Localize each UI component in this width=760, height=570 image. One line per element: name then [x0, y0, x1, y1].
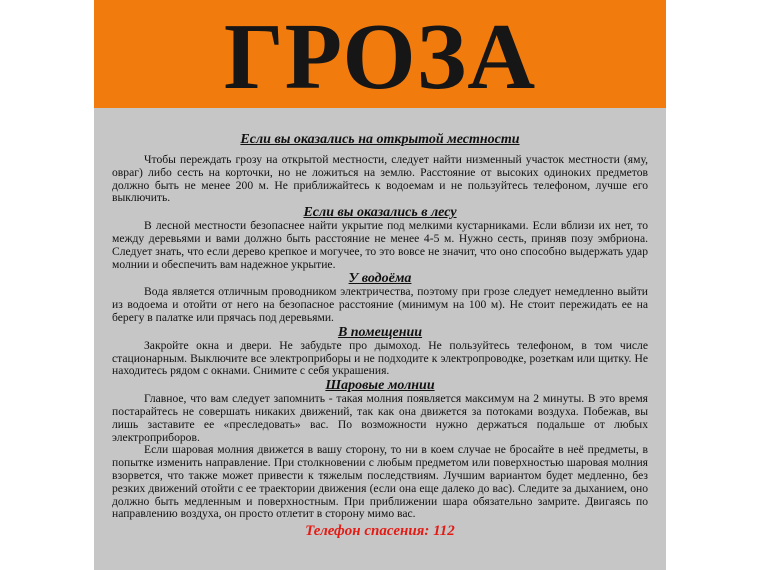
section-indoors [112, 325, 648, 378]
page-title: ГРОЗА [223, 5, 537, 109]
section-heading: У водоёма [348, 271, 412, 287]
title-banner [94, 0, 666, 108]
section-paragraph: Закройте окна и двери. Не забудьте про дымоход. Не пользуйтесь телефоном, в том числе стационарным. Выключите все электроприборы и не подходите к электропроводке, розеткам или щитку. Не находитесь рядом с окнами. Снимите с себя украшения. [112, 338, 648, 378]
section-heading: Если вы оказались на открытой местности [240, 132, 520, 147]
section-paragraph: Главное, что вам следует запомнить - такая молния появляется максимум на 2 минуты. В это время постарайтесь не совершать никаких движений, так как она движется за потоками воздуха. Побежав, вы лишь заставите ее «преследовать» вас. По возможности нужно держаться подальше от любых электроприборов. [112, 392, 648, 444]
section-paragraph: Вода является отличным проводником электричества, поэтому при грозе следует немедленно выйти из водоема и отойти от него на безопасное расстояние (минимум на 100 м). Не стоит пережидать ее на берегу в палатке или прячась под деревьями. [112, 285, 648, 324]
section-paragraph: В лесной местности безопаснее найти укрытие под мелкими кустарниками. Если вблизи их нет, то между деревьями и вами должно быть расстояние не менее 4-5 м. Нужно сесть, приняв позу эмбриона. Следует знать, что если дерево крепкое и могучее, то это вовсе не значит, что оно способно выдержать удар молнии и обеспечить вам надежное укрытие. [112, 219, 648, 271]
poster-content [112, 132, 648, 540]
section-heading: Если вы оказались в лесу [303, 205, 457, 221]
section-heading: В помещении [337, 324, 423, 340]
section-heading: Шаровые молнии [325, 378, 435, 394]
poster [94, 0, 666, 570]
section-paragraph: Чтобы переждать грозу на открытой местности, следует найти низменный участок местности (яму, овраг) либо сесть на корточки, но не ложиться на землю. Расстояние от высоких одиноких предметов должно быть не менее 200 м. Не приближайтесь к водоемам и не пользуйтесь телефоном, лучше его выключить. [112, 153, 648, 205]
section-water [112, 271, 648, 324]
section-paragraph: Если шаровая молния движется в вашу сторону, то ни в коем случае не бросайте в неё предметы, в попытке изменить направление. При столкновении с любым предметом или поверхностью шаровая молния взорвется, что также может привести к тяжелым последствиям. Лучшим вариантом будет медленно, без резких движений отойти с ее траектории движения (если она еще далеко до вас). Следите за дыханием, оно должно быть медленным и поверхностным. При приближении шара обязательно замрите. Двигаясь по направлению воздуха, он просто отлетит в сторону мимо вас. [112, 443, 648, 521]
emergency-phone: Телефон спасения: 112 [305, 523, 455, 540]
section-forest [112, 205, 648, 271]
section-ball-lightning [112, 378, 648, 521]
section-open-area [112, 132, 648, 205]
